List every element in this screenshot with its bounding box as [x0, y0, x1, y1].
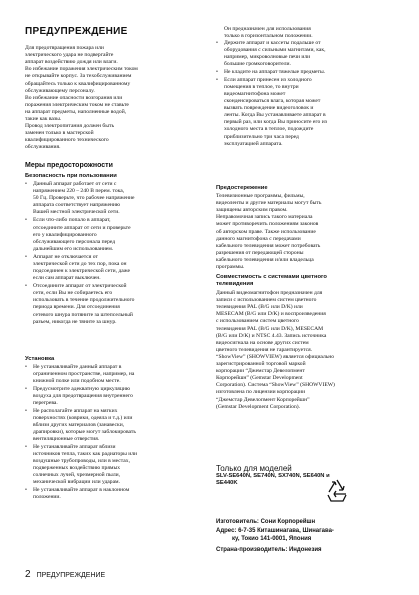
footer-label: ПРЕДУПРЕЖДЕНИЕ — [36, 572, 106, 579]
bullet-item: • Предусмотрите адекватную циркуляцию — [33, 386, 130, 393]
bullet-continuation: перегрева. — [33, 400, 58, 407]
bullet-continuation: сконденсироваться влага, которая может — [224, 98, 321, 104]
safety-heading: Безопасность при пользовании — [25, 173, 117, 179]
bullet-continuation: его у квалифицированного — [33, 231, 97, 238]
bullet-continuation: источников тепла, таких как радиаторы или — [33, 451, 138, 457]
bullet-continuation: дальнейшим его использованием. — [33, 245, 114, 252]
text-line: (B/G или D/K) и NTSC 4.43. Запись источника — [216, 332, 327, 339]
text-line: Во избежание поражения электрическим током — [25, 66, 138, 73]
text-line: Неправомочная запись такого материала — [216, 214, 313, 221]
compat-heading-line: Совместимость с системами цветного — [216, 274, 327, 280]
text-line: “Джемстар Девелопмент Корпорейшн” — [216, 396, 310, 403]
bullet-continuation: подсоединен к электрической сети, даже — [33, 268, 130, 274]
text-line: заменен только в мастерской — [25, 130, 94, 137]
bullet-continuation: холодного места в теплое, подождите — [224, 126, 314, 133]
bullet-continuation: оборудования с сильными магнитами, как, — [224, 47, 326, 54]
text-line: поражения электрическим током не ставьте — [25, 101, 129, 108]
text-line: обслуживающему персоналу. — [25, 87, 95, 94]
text-line: квалифицированного технического — [25, 137, 109, 144]
bullet-continuation: воздушные трубопроводы, или в местах, — [33, 458, 130, 465]
text-line: с использованием систем цветного — [216, 318, 299, 325]
text-line: Данный видеомагнитофон предназначен для — [216, 290, 323, 296]
bullet-item: • Если что-либо попало в аппарат, — [33, 217, 111, 224]
manufacturer-line: Страна-производитель: Индонезия — [216, 547, 322, 553]
bullet-continuation: вентиляционные отверстия. — [33, 436, 100, 443]
bullet-continuation: ленты. Когда Вы устанавливаете аппарат в — [224, 112, 326, 119]
text-line: Он предназначен для использования — [224, 26, 311, 32]
text-line: аппарат воздействию дождя или влаги. — [25, 59, 118, 66]
bullet-continuation: электрической сети до тех пор, пока он — [33, 260, 127, 267]
bullet-continuation: например, микроволновые печи или — [224, 54, 311, 61]
bullet-continuation: отсоедините аппарат от сети и проверьте — [33, 224, 131, 231]
bullet-continuation: первый раз, или когда Вы приносите его из — [224, 119, 327, 126]
text-line: разрешения от передающей стороны — [216, 249, 304, 256]
bullet-continuation: разъем, никогда не тяните за шнур. — [33, 318, 117, 325]
text-line: цветного телевидения не гарантируется. — [216, 346, 313, 353]
text-line: обращайтесь только к квалифицированному — [25, 80, 131, 87]
bullet-continuation: сетевого шнура потяните за штепсельный — [33, 311, 133, 318]
text-line: “ShowView” (SHOWVIEW) является официально — [216, 353, 335, 360]
bullet-continuation: поверхностях (коврики, одеяла и т.д.) или — [33, 414, 133, 421]
text-line: (Gemstar Development Corporation). — [216, 403, 301, 410]
page-footer — [25, 569, 105, 580]
text-line: электрического удара не подвергайте — [25, 52, 114, 59]
text-line: Во избежание опасности возгорания или — [25, 94, 123, 101]
bullet-continuation: аппарата соответствует напряжению — [33, 202, 121, 209]
bullet-item: • Не устанавливайте аппарат вблизи — [33, 444, 116, 451]
bullet-continuation: солнечных лучей, чрезмерной пыли, — [33, 472, 120, 479]
text-line: Корпорейшн” (Gemstar Development — [216, 375, 303, 382]
bullet-continuation: периода времени. Для отсоединения — [33, 304, 120, 311]
text-line: обслуживания. — [25, 144, 61, 151]
page-number: 2 — [25, 569, 31, 580]
bullet-continuation: воздуха для предотвращения внутреннего — [33, 393, 133, 399]
bullet-continuation: положении. — [33, 494, 61, 501]
bullet-continuation: драпировки), которые могут заблокировать — [33, 429, 136, 436]
text-line: такие как вазы. — [25, 116, 62, 122]
manufacturer-line: Адрес: 6-7-35 Киташинагава, Шинагава- — [216, 528, 334, 534]
text-line: Телевизионные программы, фильмы, — [216, 193, 305, 199]
recycle-icon — [322, 477, 352, 505]
precautions-heading: Меры предосторожности — [25, 162, 113, 169]
text-line: зарегистрированной торговой маркой — [216, 361, 306, 367]
text-line: не открывайте корпус. За техобслуживанием — [25, 73, 132, 80]
bullet-continuation: 50 Гц. Проверьте, что рабочее напряжение — [33, 195, 135, 202]
text-line: записи с использованием систем цветного — [216, 297, 317, 304]
install-heading: Установка — [25, 356, 55, 362]
bullet-continuation: помещения в теплое, то внутри — [224, 83, 299, 90]
bullet-continuation: подверженных воздействию прямых — [33, 465, 121, 472]
bullet-item: • Не кладите на аппарат тяжелые предметы. — [224, 69, 325, 76]
bullet-item: • Данный аппарат работает от сети с — [33, 181, 116, 188]
bullet-item: • Держите аппарат и кассеты подальше от — [224, 40, 321, 47]
bullet-continuation: видеомагнитофона может — [224, 90, 286, 97]
bullet-item: • Если аппарат принесен из холодного — [224, 77, 312, 84]
manufacturer-line: Изготовитель: Сони Корпорейшн — [216, 519, 316, 525]
text-line: может противоречить положениям законов — [216, 221, 319, 228]
text-line: программы. — [216, 264, 245, 270]
page-title: ПРЕДУПРЕЖДЕНИЕ — [25, 26, 128, 37]
bullet-item: • Не устанавливайте данный аппарат в — [33, 364, 121, 371]
text-line: Провод электропитания должен быть — [25, 123, 115, 130]
text-line: кабельного телевидения и/или владельца — [216, 256, 314, 263]
models-heading: Только для моделей — [216, 464, 292, 473]
bullet-continuation: большие громкоговорители. — [224, 61, 291, 68]
text-line: только в горизонтальном положении. — [224, 33, 313, 40]
bullet-continuation: книжной полке или подобном месте. — [33, 378, 121, 385]
bullet-continuation: сети, если Вы не собираетесь его — [33, 290, 113, 297]
bullet-item: • Отсоедините аппарат от электрической — [33, 283, 127, 290]
bullet-continuation: если сам аппарат выключен. — [33, 275, 101, 282]
text-line: Corporation). Система “ShowView” (SHOWVIEW) — [216, 382, 335, 389]
text-line: данного магнитофона с передачами — [216, 235, 301, 242]
bullet-continuation: использовать в течение продолжительного — [33, 297, 135, 304]
bullet-continuation: напряжением 220 – 240 В перем. тока, — [33, 188, 125, 195]
text-line: на аппарат предметы, наполненные водой, — [25, 108, 127, 115]
warning-heading: Предостережение — [216, 185, 268, 191]
bullet-continuation: приблизительно три часа перед — [224, 133, 299, 140]
text-line: кабельного телевидения может потребовать — [216, 242, 321, 249]
text-line: корпорации “Джемстар Девелопмент — [216, 368, 305, 375]
compat-heading-line: телевидения — [216, 281, 254, 288]
text-line: телевидения PAL (B/G или D/K) или — [216, 304, 303, 311]
bullet-item: • Не располагайте аппарат на мягких — [33, 408, 117, 415]
manufacturer-line: ку, Токио 141-0001, Япония — [232, 536, 312, 542]
bullet-continuation: вблизи других материалов (занавески, — [33, 422, 125, 428]
text-line: телевидения PAL (B/G или D/K), MESECAM — [216, 325, 324, 332]
bullet-item: • Аппарат не отключается от — [33, 254, 98, 261]
text-line: видеосигнала на основе других систем — [216, 339, 309, 346]
text-line: MESECAM (B/G или D/K) и воспроизведения — [216, 311, 326, 318]
bullet-continuation: эксплуатацией аппарата. — [224, 140, 283, 147]
bullet-continuation: Вашей местной электрической сети. — [33, 209, 120, 216]
bullet-continuation: обслуживающего персонала перед — [33, 238, 116, 245]
bullet-continuation: ограниченном пространстве, например, на — [33, 371, 135, 378]
models-list: SLV-SE640N, SE740N, SX740N, SE640N и SE440K — [216, 473, 330, 487]
bullet-continuation: механической вибрации или ударам. — [33, 479, 120, 486]
text-line: об авторском праве. Также использование — [216, 228, 316, 235]
bullet-continuation: вызвать повреждение видеоголовок и — [224, 105, 314, 112]
text-line: изготовлена по лицензии корпорации — [216, 389, 306, 396]
bullet-item: • Не устанавливайте аппарат в наклонном — [33, 487, 129, 494]
text-line: видеоленты и другие материалы могут быть — [216, 200, 322, 207]
text-line: Для предотвращения пожара или — [25, 45, 104, 51]
text-line: защищены авторским правом. — [216, 207, 288, 214]
